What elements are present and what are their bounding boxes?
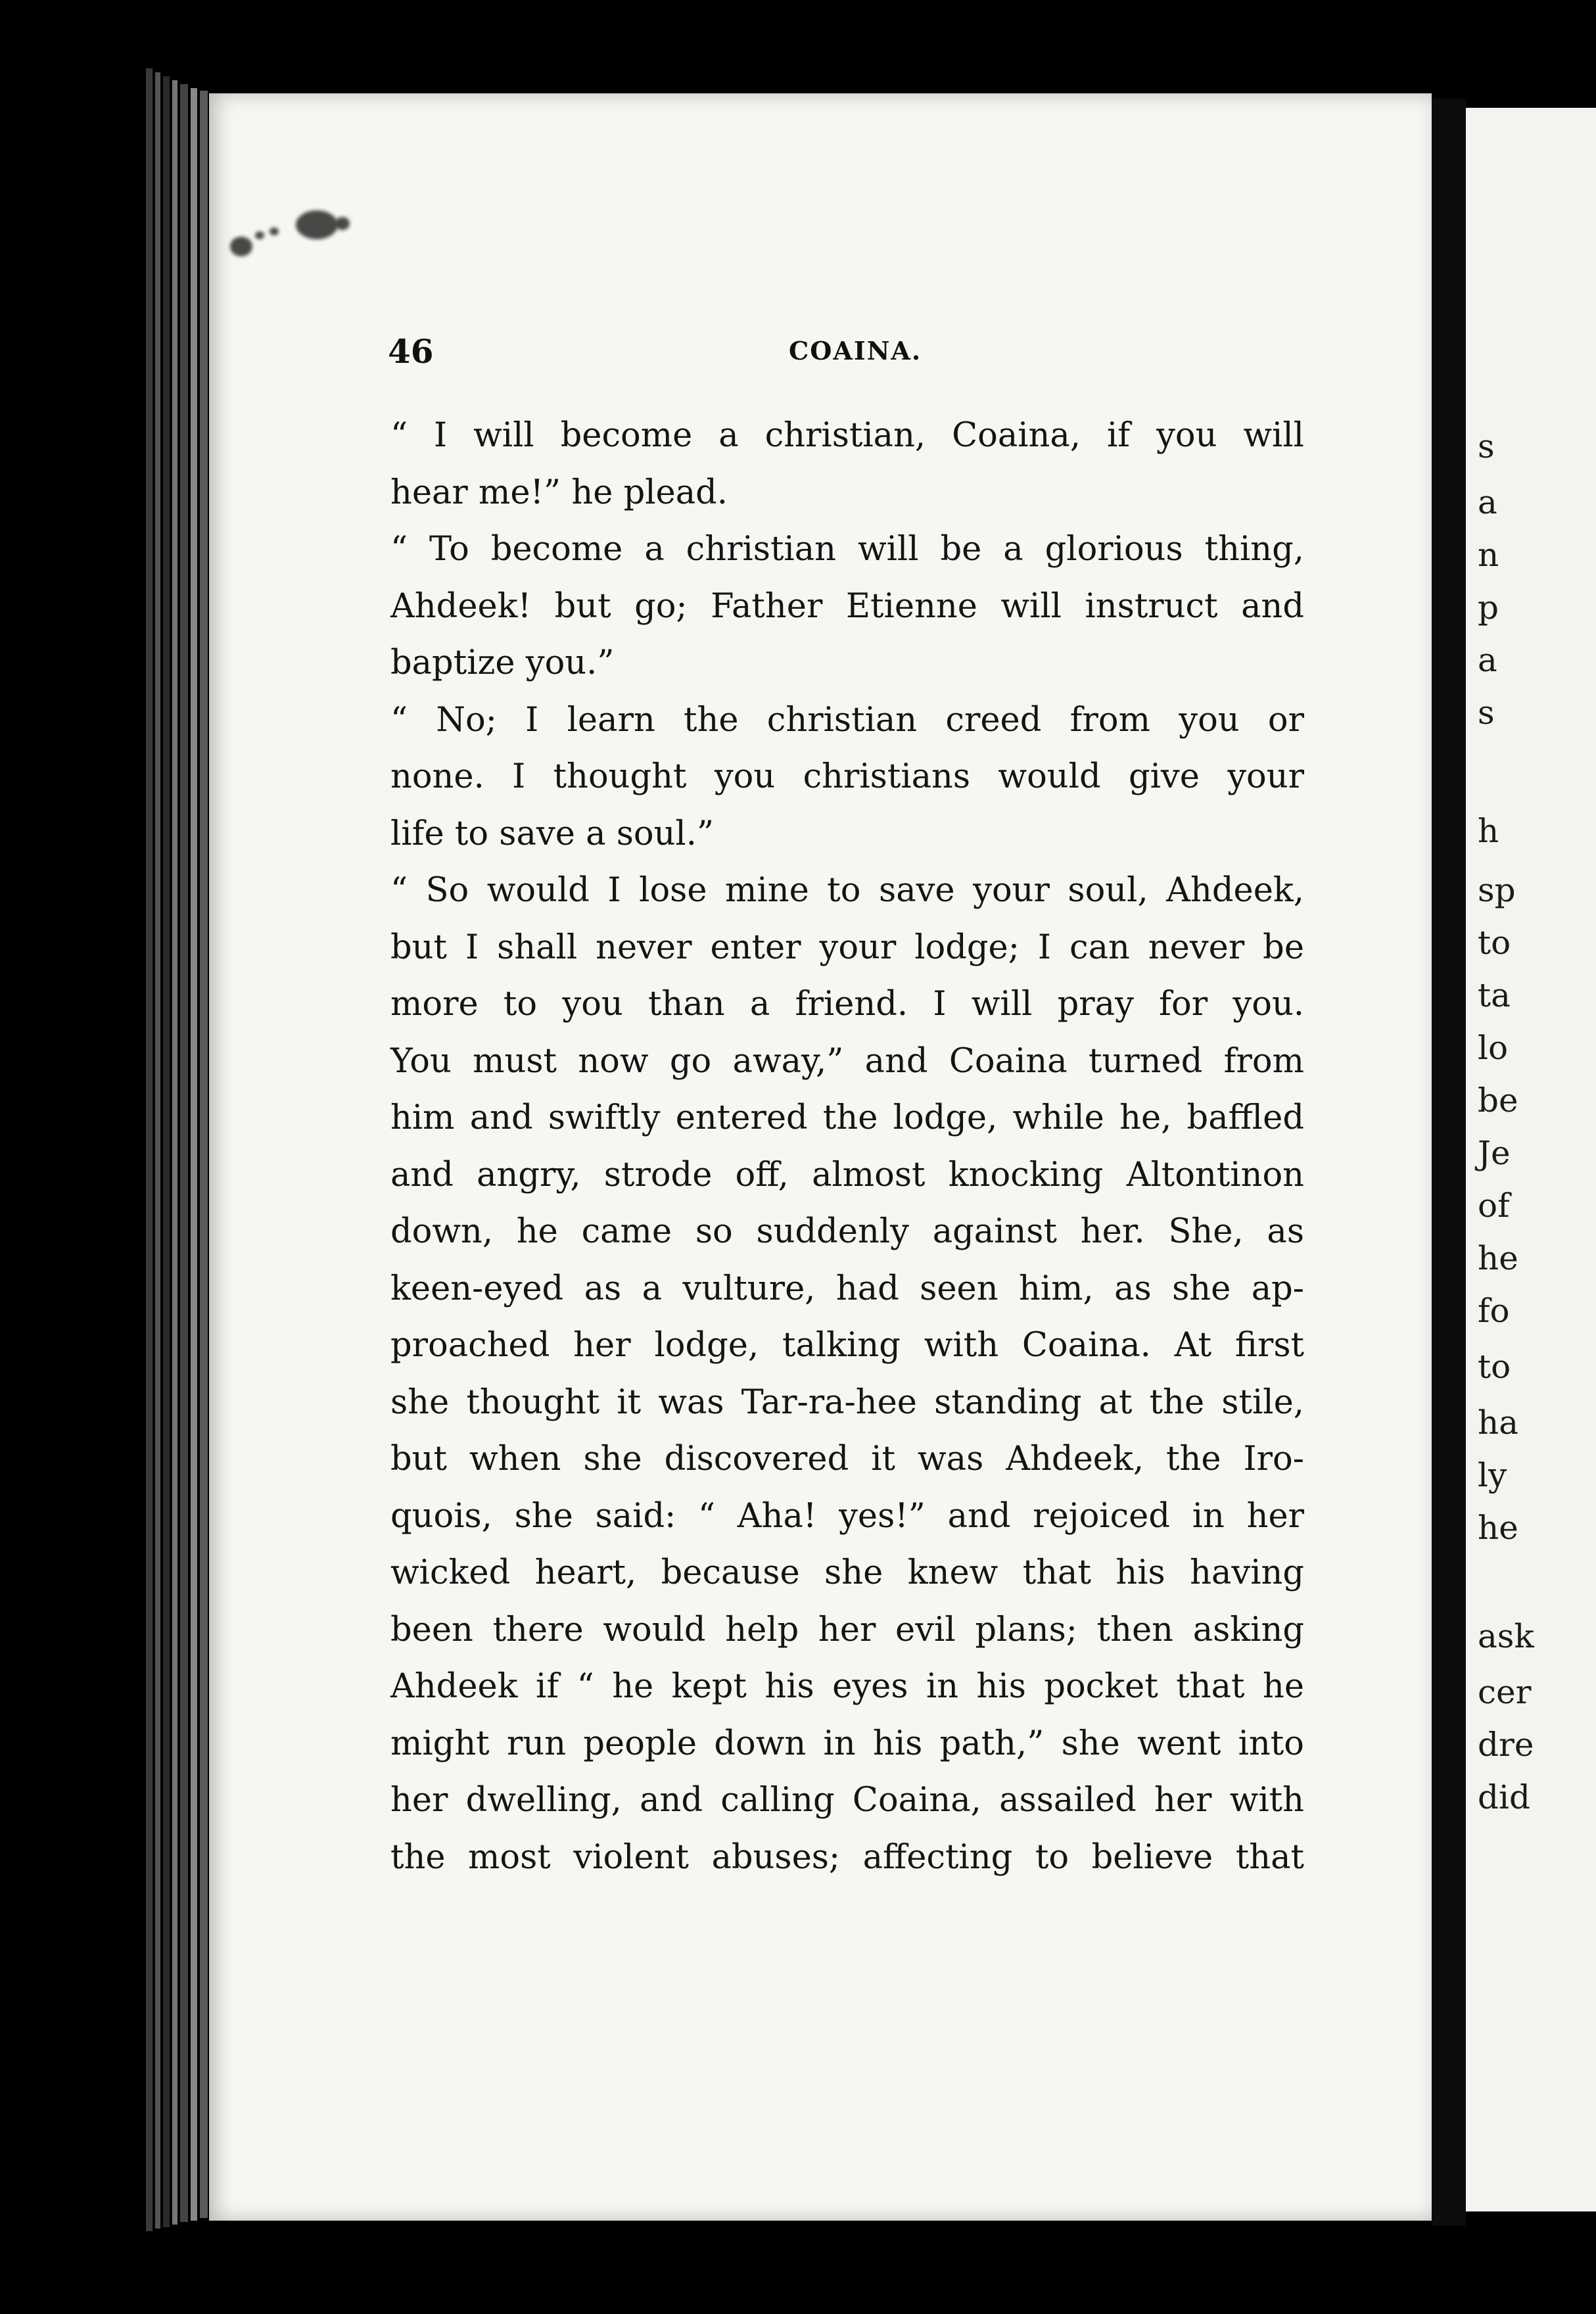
page-edge <box>180 84 188 2222</box>
page-edge <box>200 91 208 2218</box>
text-line: him and swiftly entered the lodge, while he, baffled <box>390 1098 1304 1137</box>
book-gutter <box>1432 99 1466 2226</box>
facing-page-text-fragment: of <box>1478 1187 1510 1225</box>
running-head: COAINA. <box>789 336 922 366</box>
ink-smudge <box>223 197 362 276</box>
text-line: Ahdeek if “ he kept his eyes in his pocket that he <box>390 1667 1304 1706</box>
facing-page-text-fragment: ly <box>1478 1456 1507 1494</box>
text-line: “ I will become a christian, Coaina, if you will <box>390 416 1304 455</box>
page-edge <box>172 80 177 2225</box>
facing-page-text-fragment: to <box>1478 924 1511 962</box>
text-line: might run people down in his path,” she went into <box>390 1724 1304 1763</box>
page-edge <box>155 72 160 2229</box>
text-line: “ So would I lose mine to save your soul, Ahdeek, <box>390 871 1304 910</box>
text-line: more to you than a friend. I will pray for you. <box>390 985 1304 1024</box>
facing-page-text-fragment: Je <box>1478 1134 1511 1172</box>
facing-page-text-fragment: a <box>1478 483 1497 521</box>
page-edge <box>191 88 197 2221</box>
text-line: “ No; I learn the christian creed from you or <box>390 700 1304 740</box>
page-header <box>388 332 1308 374</box>
text-line: Ahdeek! but go; Father Etienne will instruct and <box>390 586 1304 626</box>
facing-page-text-fragment: p <box>1478 588 1499 626</box>
text-line: but when she discovered it was Ahdeek, the Iro- <box>390 1440 1304 1478</box>
facing-page-text-fragment: ask <box>1478 1617 1534 1655</box>
text-line: life to save a soul.” <box>390 814 715 853</box>
facing-page-text-fragment: fo <box>1478 1292 1510 1330</box>
text-line: baptize you.” <box>390 644 615 682</box>
facing-page-text-fragment: h <box>1478 812 1499 850</box>
facing-page-text-fragment: dre <box>1478 1726 1534 1764</box>
text-line: and angry, strode off, almost knocking Altontinon <box>390 1155 1304 1194</box>
page-edge <box>146 68 153 2231</box>
text-line: her dwelling, and calling Coaina, assailed her with <box>390 1781 1304 1820</box>
facing-page-text-fragment: cer <box>1478 1673 1532 1711</box>
facing-page-text-fragment: s <box>1478 427 1495 465</box>
text-line: quois, she said: “ Aha! yes!” and rejoiced in her <box>390 1496 1304 1536</box>
body-text <box>390 408 1304 1886</box>
text-line: You must now go away,” and Coaina turned from <box>390 1041 1304 1081</box>
text-line: down, he came so suddenly against her. She, as <box>390 1212 1304 1251</box>
facing-page-text-fragment: ta <box>1478 976 1511 1014</box>
facing-page-text-fragment: n <box>1478 536 1499 574</box>
page-number: 46 <box>388 332 434 371</box>
facing-page-text-fragment: be <box>1478 1081 1518 1120</box>
facing-page-fragment <box>1466 108 1596 2211</box>
text-line: been there would help her evil plans; then asking <box>390 1610 1304 1649</box>
facing-page-text-fragment: he <box>1478 1509 1518 1547</box>
facing-page-text-fragment: he <box>1478 1239 1518 1277</box>
facing-page-text-fragment: s <box>1478 694 1495 732</box>
text-line: hear me!” he plead. <box>390 473 728 512</box>
page-edge <box>163 76 170 2227</box>
facing-page-text-fragment: lo <box>1478 1029 1509 1067</box>
text-line: the most violent abuses; affecting to believe that <box>390 1837 1304 1877</box>
text-line: wicked heart, because she knew that his having <box>390 1553 1304 1592</box>
text-line: “ To become a christian will be a glorious thing, <box>390 530 1304 569</box>
facing-page-text-fragment: did <box>1478 1778 1531 1816</box>
facing-page-text-fragment: ha <box>1478 1404 1519 1442</box>
text-line: she thought it was Tar-ra-hee standing at the stile, <box>390 1382 1304 1422</box>
facing-page-text-fragment: sp <box>1478 871 1516 909</box>
text-line: keen-eyed as a vulture, had seen him, as she ap- <box>390 1269 1304 1308</box>
text-line: but I shall never enter your lodge; I can never be <box>390 928 1304 967</box>
facing-page-text-fragment: to <box>1478 1348 1511 1386</box>
text-line: proached her lodge, talking with Coaina. At first <box>390 1326 1304 1365</box>
text-line: none. I thought you christians would give your <box>390 757 1304 796</box>
facing-page-text-fragment: a <box>1478 641 1497 679</box>
